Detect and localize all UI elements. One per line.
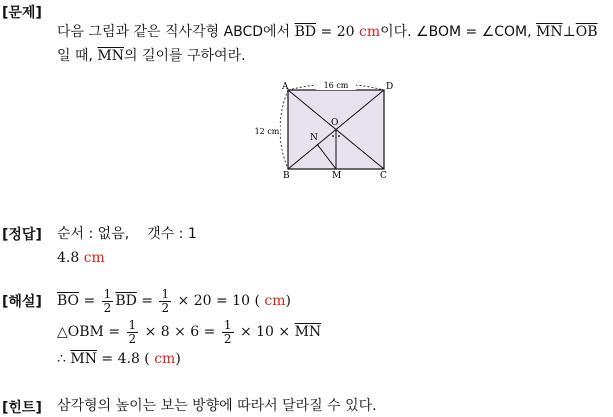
segment-mn: $\overline{MN}$ [70, 351, 97, 367]
solution-line-2 [57, 317, 321, 347]
unit-cm: cm [358, 24, 381, 40]
equation-text: △OBM = [57, 324, 125, 340]
problem-text: 다음 그림과 같은 직사각형 ABCD에서 [57, 24, 295, 40]
answer-order: 순서 : 없음, [57, 226, 130, 242]
segment-mn: $\overline{MN}$ [536, 24, 563, 40]
therefore-symbol: ∴ [57, 351, 71, 367]
fraction [127, 319, 139, 346]
equals: = [136, 293, 158, 309]
segment-bd: $\overline{BD}$ [294, 24, 317, 40]
problem-line-1 [57, 22, 598, 42]
paren-close: ) [175, 351, 181, 367]
point-m-label: M [332, 171, 342, 180]
unit-cm: cm [83, 250, 105, 266]
segment-mn: $\overline{MN}$ [97, 48, 124, 64]
solution-line-3 [57, 349, 181, 369]
point-n-label: N [310, 133, 318, 143]
unit-cm: cm [149, 351, 176, 367]
segment-ob: $\overline{OB}$ [575, 24, 598, 40]
left-dimension-arc [280, 90, 288, 169]
equation-text: = 4.8 ( [96, 351, 150, 367]
equals: = [79, 293, 100, 309]
problem-heading: [문제] [2, 5, 42, 21]
paren-close: ) [285, 293, 291, 309]
fraction [102, 288, 114, 315]
fraction-denominator: 2 [128, 331, 137, 346]
equation-text: × 20 = 10 ( [173, 293, 260, 309]
solution-line-1 [57, 286, 291, 316]
equation-text: × 10 × [235, 324, 295, 340]
vertex-b-label: B [283, 171, 290, 180]
segment-bo: $\overline{BO}$ [57, 293, 80, 309]
hint-heading: [힌트] [2, 400, 42, 416]
fraction [222, 319, 234, 346]
fraction-numerator: 1 [128, 317, 137, 332]
fraction-denominator: 2 [223, 331, 232, 346]
equation-text: × 8 × 6 = [140, 324, 220, 340]
fraction [159, 288, 171, 315]
answer-value: 4.8 [57, 250, 84, 266]
problem-text: 일 때, [57, 48, 98, 64]
point-o-label: O [331, 118, 339, 128]
fraction-denominator: 2 [103, 300, 112, 315]
vertex-a-label: A [282, 82, 289, 92]
answer-count: 갯수 : 1 [147, 226, 197, 242]
answer-value-line [57, 248, 105, 268]
vertex-c-label: C [380, 171, 387, 180]
problem-line-2 [57, 46, 246, 66]
segment-mn: $\overline{MN}$ [294, 324, 322, 340]
unit-cm: cm [259, 293, 286, 309]
vertex-d-label: D [386, 82, 394, 92]
left-dimension-label: 12 cm [254, 127, 280, 136]
answer-meta [57, 224, 197, 244]
fraction-numerator: 1 [161, 286, 170, 301]
perpendicular-symbol: ⊥ [562, 24, 576, 40]
segment-bd: $\overline{BD}$ [115, 293, 137, 309]
problem-text: 의 길이를 구하여라. [124, 48, 246, 64]
solution-heading: [해설] [2, 294, 42, 310]
fraction-numerator: 1 [223, 317, 232, 332]
answer-heading: [정답] [2, 227, 42, 243]
top-dimension-label: 16 cm [323, 81, 349, 90]
problem-text: 이다. ∠BOM = ∠COM, [380, 24, 537, 40]
angle-mark [338, 135, 340, 137]
hint-text: 삼각형의 높이는 보는 방향에 따라서 달라질 수 있다. [57, 398, 377, 414]
equation-text: = 20 [316, 24, 359, 40]
fraction-numerator: 1 [103, 286, 112, 301]
rectangle-figure [246, 80, 396, 180]
angle-mark [332, 135, 334, 137]
fraction-denominator: 2 [161, 300, 170, 315]
